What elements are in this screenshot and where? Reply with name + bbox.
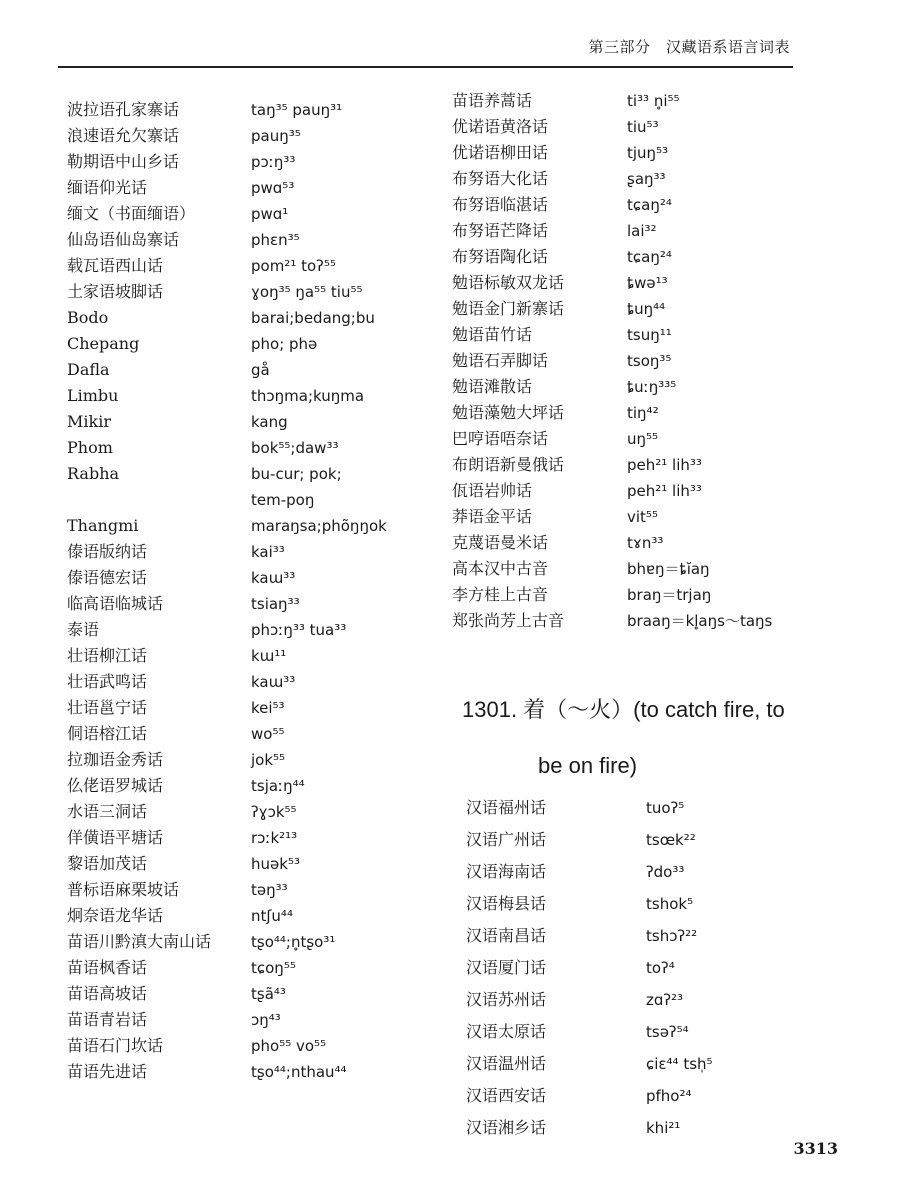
word-form: bok⁵⁵;daw³³ [251,439,339,457]
table-row [452,168,852,194]
table-row [452,116,852,142]
table-row [466,829,866,861]
word-form: ȶwə¹³ [627,274,668,292]
table-row [452,480,852,506]
language-name: 巴哼语唔奈话 [452,429,549,448]
word-form: tɕaŋ²⁴ [627,196,672,214]
language-name: 炯奈语龙华话 [67,906,164,925]
table-row [67,567,447,593]
table-row [67,359,447,385]
entry-column [466,797,866,1149]
table-row [67,749,447,775]
table-row [67,203,447,229]
table-row [67,1061,447,1087]
word-form: kei⁵³ [251,699,285,717]
table-row [67,619,447,645]
word-form: tsjaːŋ⁴⁴ [251,777,305,795]
language-name: 克蔑语曼米话 [452,533,549,552]
table-row [452,506,852,532]
table-row [67,957,447,983]
table-row [67,99,447,125]
table-row [466,925,866,957]
word-form: tem-poŋ [251,491,315,509]
language-name: 苗语青岩话 [67,1010,148,1029]
word-form: tsœk²² [646,831,696,849]
table-row [67,827,447,853]
table-row [67,645,447,671]
table-row [452,324,852,350]
language-name: 莽语金平话 [452,507,533,526]
language-name: 壮语武鸣话 [67,672,148,691]
word-form: phɛn³⁵ [251,231,300,249]
table-row [67,463,447,489]
table-row [466,1085,866,1117]
table-row [67,281,447,307]
word-form: thɔŋma;kuŋma [251,387,365,405]
language-name: 布努语临湛话 [452,195,549,214]
word-form: ȶuːŋ³³⁵ [627,378,677,396]
language-name: Thangmi [67,516,139,535]
table-row [452,532,852,558]
word-form: lai³² [627,222,657,240]
table-row [452,298,852,324]
table-row [67,905,447,931]
word-form: ʂaŋ³³ [627,170,666,188]
table-row [452,454,852,480]
word-form: kɯ¹¹ [251,647,287,665]
table-row [466,893,866,925]
word-form: ʔdo³³ [646,863,685,881]
language-name: 普标语麻栗坡话 [67,880,180,899]
language-name: 缅语仰光话 [67,178,148,197]
word-form: təŋ³³ [251,881,288,899]
language-name: 仙岛语仙岛寨话 [67,230,180,249]
table-row [452,376,852,402]
table-row [466,1053,866,1085]
word-form: phɔːŋ³³ tua³³ [251,621,347,639]
language-name: 黎语加茂话 [67,854,148,873]
left-column [67,99,447,1087]
table-row [466,797,866,829]
language-name: 苗语先进话 [67,1062,148,1081]
word-form: maraŋsa;phõŋŋok [251,517,387,535]
word-form: peh²¹ lih³³ [627,456,702,474]
table-row [466,1021,866,1053]
word-form: tʂã⁴³ [251,985,286,1003]
page-number: 3313 [793,1139,838,1158]
word-form: braaŋ＝kl̥aŋs～taŋs [627,612,773,630]
language-name: 汉语厦门话 [466,958,547,977]
table-row [67,671,447,697]
language-name: Mikir [67,412,111,431]
table-row [67,541,447,567]
word-form: bu-cur; pok; [251,465,342,483]
table-row [452,246,852,272]
word-form: tʂo⁴⁴;nthau⁴⁴ [251,1063,347,1081]
word-form: khi²¹ [646,1119,681,1137]
word-form: tɕaŋ²⁴ [627,248,672,266]
entry-heading-continued: be on fire) [538,753,638,778]
word-form: peh²¹ lih³³ [627,482,702,500]
word-form: tshok⁵ [646,895,694,913]
language-name: 载瓦语西山话 [67,256,164,275]
header-rule [58,66,793,68]
word-form: ɕiɛ⁴⁴ tsh̩⁵ [646,1055,713,1073]
language-name: 汉语湘乡话 [466,1118,547,1137]
word-form: uŋ⁵⁵ [627,430,659,448]
table-row [67,411,447,437]
language-name: 优诺语柳田话 [452,143,549,162]
word-form: tiŋ⁴² [627,404,659,422]
language-name: 布努语芒降话 [452,221,549,240]
language-name: Dafla [67,360,110,379]
word-form: ntʃu⁴⁴ [251,907,293,925]
word-form: pwɑ⁵³ [251,179,295,197]
word-form: kai³³ [251,543,285,561]
table-row [452,194,852,220]
language-name: Limbu [67,386,119,405]
language-name: 水语三洞话 [67,802,148,821]
word-form: tsuŋ¹¹ [627,326,672,344]
running-header: 第三部分 汉藏语系语言词表 [588,38,790,56]
word-form: gå [251,361,270,379]
word-form: tjuŋ⁵³ [627,144,669,162]
language-name: 佯僙语平塘话 [67,828,164,847]
word-form: braŋ＝trjaŋ [627,586,712,604]
table-row [67,385,447,411]
language-name: 缅文（书面缅语） [67,204,196,223]
language-name: 汉语广州话 [466,830,547,849]
table-row [67,125,447,151]
table-row [67,177,447,203]
language-name: 侗语榕江话 [67,724,148,743]
entry-heading: 1301. 着（～火）(to catch fire, to [462,697,785,722]
word-form: kang [251,413,288,431]
language-name: 浪速语允欠寨话 [67,126,180,145]
table-row [67,697,447,723]
word-form: pho; phə [251,335,318,353]
word-form: ȶuŋ⁴⁴ [627,300,666,318]
word-form: ti³³ n̥i⁵⁵ [627,92,680,110]
word-form: tiu⁵³ [627,118,659,136]
table-row [67,983,447,1009]
language-name: 土家语坡脚话 [67,282,164,301]
language-name: 苗语高坡话 [67,984,148,1003]
language-name: 傣语德宏话 [67,568,148,587]
language-name: Bodo [67,308,109,327]
language-name: 勉语石弄脚话 [452,351,549,370]
word-form: kaɯ³³ [251,673,296,691]
table-row [67,723,447,749]
table-row [452,220,852,246]
word-form: pom²¹ toʔ⁵⁵ [251,257,336,275]
table-row [452,402,852,428]
language-name: 李方桂上古音 [452,585,549,604]
table-row [452,428,852,454]
word-form: pwɑ¹ [251,205,289,223]
table-row [452,90,852,116]
language-name: 波拉语孔家寨话 [67,100,180,119]
table-row [466,957,866,989]
table-row [67,515,447,541]
table-row [67,801,447,827]
language-name: 布朗语新曼俄话 [452,455,565,474]
table-row [67,437,447,463]
table-row [67,879,447,905]
language-name: 勒期语中山乡话 [67,152,180,171]
language-name: 苗语养蒿话 [452,91,533,110]
language-name: 汉语福州话 [466,798,547,817]
table-row [67,775,447,801]
word-form: zɑʔ²³ [646,991,684,1009]
word-form: huək⁵³ [251,855,300,873]
language-name: 壮语邕宁话 [67,698,148,717]
word-form: pauŋ³⁵ [251,127,301,145]
word-form: tsoŋ³⁵ [627,352,672,370]
language-name: 汉语梅县话 [466,894,547,913]
word-form: rɔːk²¹³ [251,829,298,847]
table-row [67,931,447,957]
table-row [67,229,447,255]
word-form: ʔɣɔk⁵⁵ [251,803,297,821]
language-name: 苗语川黔滇大南山话 [67,932,212,951]
table-row [466,861,866,893]
word-form: pfho²⁴ [646,1087,692,1105]
word-form: barai;bedang;bu [251,309,375,327]
language-name: 佤语岩帅话 [452,481,533,500]
table-row [67,255,447,281]
language-name: 布努语大化话 [452,169,549,188]
language-name: 苗语枫香话 [67,958,148,977]
table-row [67,853,447,879]
language-name: 勉语藻勉大坪话 [452,403,565,422]
language-name: 汉语海南话 [466,862,547,881]
table-row [452,584,852,610]
word-form: taŋ³⁵ pauŋ³¹ [251,101,343,119]
table-row [452,350,852,376]
table-row [67,333,447,359]
language-name: 布努语陶化话 [452,247,549,266]
word-form: bhɐŋ＝ȶĭaŋ [627,560,710,578]
right-column [452,90,852,636]
language-name: 泰语 [67,620,100,639]
language-name: 汉语南昌话 [466,926,547,945]
word-form: wo⁵⁵ [251,725,285,743]
word-form: tsiaŋ³³ [251,595,300,613]
language-name: Rabha [67,464,120,483]
language-name: 汉语苏州话 [466,990,547,1009]
language-name: 勉语滩散话 [452,377,533,396]
language-name: 苗语石门坎话 [67,1036,164,1055]
language-name: 汉语太原话 [466,1022,547,1041]
word-form: tɕoŋ⁵⁵ [251,959,296,977]
language-name: 优诺语黄洛话 [452,117,549,136]
table-row [67,1035,447,1061]
table-row [67,489,447,515]
language-name: 勉语苗竹话 [452,325,533,344]
language-name: 壮语柳江话 [67,646,148,665]
table-row [466,989,866,1021]
table-row [452,272,852,298]
table-row [67,593,447,619]
word-form: toʔ⁴ [646,959,675,977]
language-name: 傣语版纳话 [67,542,148,561]
language-name: 仫佬语罗城话 [67,776,164,795]
word-form: pɔːŋ³³ [251,153,296,171]
word-form: ɔŋ⁴³ [251,1011,281,1029]
word-form: tuoʔ⁵ [646,799,685,817]
language-name: 勉语金门新寨话 [452,299,565,318]
word-form: tʂo⁴⁴;n̥tʂo³¹ [251,933,336,951]
word-form: ɣoŋ³⁵ ŋa⁵⁵ tiu⁵⁵ [251,283,363,301]
table-row [67,1009,447,1035]
table-row [67,307,447,333]
language-name: 勉语标敏双龙话 [452,273,565,292]
language-name: Chepang [67,334,140,353]
table-row [452,558,852,584]
language-name: 临高语临城话 [67,594,164,613]
language-name: 拉珈语金秀话 [67,750,164,769]
language-name: 高本汉中古音 [452,559,549,578]
table-row [452,610,852,636]
table-row [452,142,852,168]
language-name: Phom [67,438,113,457]
language-name: 汉语西安话 [466,1086,547,1105]
language-name: 汉语温州话 [466,1054,547,1073]
word-form: tsəʔ⁵⁴ [646,1023,689,1041]
word-form: tshɔʔ²² [646,927,698,945]
word-form: kaɯ³³ [251,569,296,587]
word-form: vit⁵⁵ [627,508,658,526]
language-name: 郑张尚芳上古音 [452,611,565,630]
word-form: jok⁵⁵ [251,751,286,769]
word-form: tɤn³³ [627,534,664,552]
table-row [67,151,447,177]
word-form: pho⁵⁵ vo⁵⁵ [251,1037,327,1055]
